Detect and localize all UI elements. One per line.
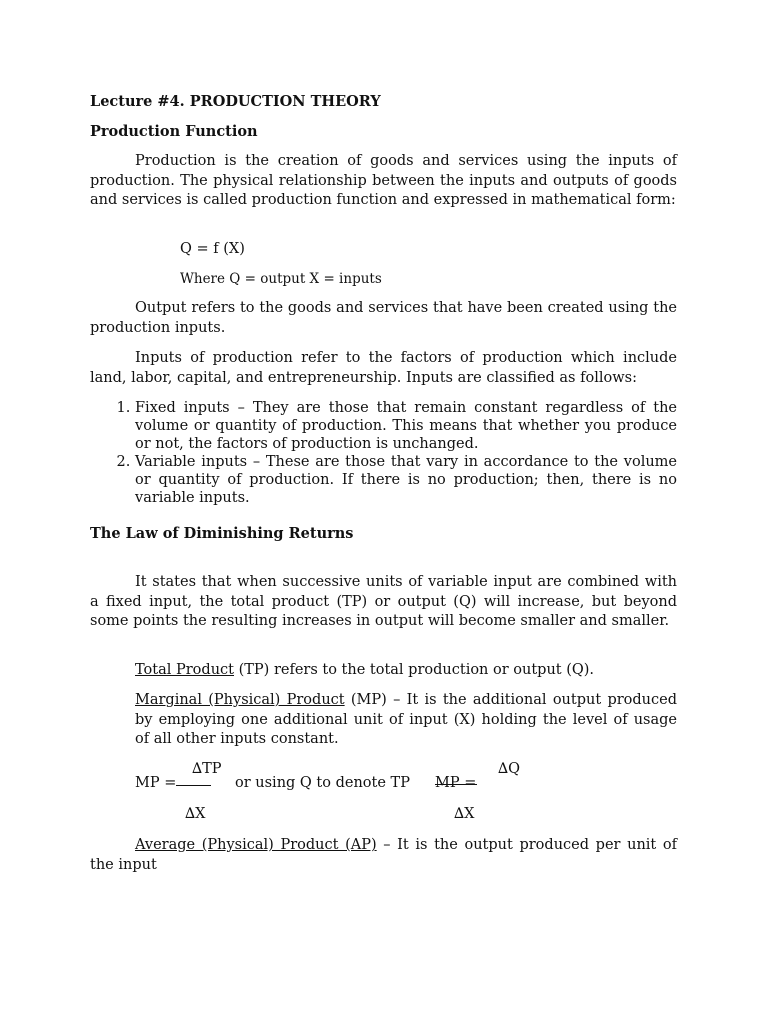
inputs-classification-list: [90, 399, 677, 507]
marginal-product-term: Marginal (Physical) Product: [135, 692, 345, 708]
inputs-definition-paragraph: Inputs of production refer to the factors of production which include land, labor, capital, and entrepreneurship. Inputs are classified as follows:: [90, 350, 677, 386]
production-definition-paragraph: Production is the creation of goods and services using the inputs of production. The physical relationship between the inputs and outputs of goods and services is called production function and expressed in mathematical form:: [90, 153, 677, 208]
total-product-text: (TP) refers to the total production or output (Q).: [233, 662, 595, 678]
list-item-variable-inputs: 2. Variable inputs – These are those that vary in accordance to the volume or quantity of production. If there is no production; then, there is no variable inputs.: [135, 453, 677, 507]
production-function-heading: Production Function: [90, 123, 258, 140]
equation-connector-text: or using Q to denote TP: [235, 775, 410, 791]
diminishing-returns-paragraph: It states that when successive units of variable input are combined with a fixed input, the total product (TP) or output (Q) will increase, but beyond some points the resulting increases in output will become smaller and smaller.: [90, 574, 677, 629]
mp-q-equation-denominator: ∆X: [454, 806, 475, 822]
mp-equation-denominator: ∆X: [185, 806, 206, 822]
mp-equation-numerator: ∆TP: [192, 761, 222, 777]
total-product-paragraph: [135, 661, 677, 681]
formula-legend: Where Q = output X = inputs: [180, 271, 382, 287]
marginal-product-text: (MP) – It is the additional output produced by employing one additional unit of input (X) holding the level of usage of all other inputs constant.: [135, 692, 677, 747]
diminishing-returns-heading: The Law of Diminishing Returns: [90, 525, 354, 542]
mp-q-equation-lhs: MP =: [435, 775, 477, 791]
mp-fraction-bar: [176, 785, 211, 786]
average-product-text: – It is the output produced per unit of the input: [90, 837, 677, 873]
average-product-paragraph: [90, 836, 677, 875]
mp-equation-lhs: MP =: [135, 775, 177, 791]
list-item-fixed-inputs: 1. Fixed inputs – They are those that remain constant regardless of the volume or quantity of production. This means that whether you produce or not, the factors of production is unchanged.: [135, 399, 677, 453]
output-definition-paragraph: Output refers to the goods and services that have been created using the production inputs.: [90, 300, 677, 336]
production-function-formula: Q = f (X): [180, 241, 245, 257]
total-product-term: Total Product: [135, 662, 234, 678]
marginal-product-paragraph: [135, 691, 677, 750]
mp-q-fraction-bar: [435, 784, 477, 785]
mp-q-equation-numerator: ∆Q: [498, 761, 521, 777]
average-product-term: Average (Physical) Product (AP): [135, 837, 377, 853]
lecture-title: Lecture #4. PRODUCTION THEORY: [90, 93, 381, 110]
